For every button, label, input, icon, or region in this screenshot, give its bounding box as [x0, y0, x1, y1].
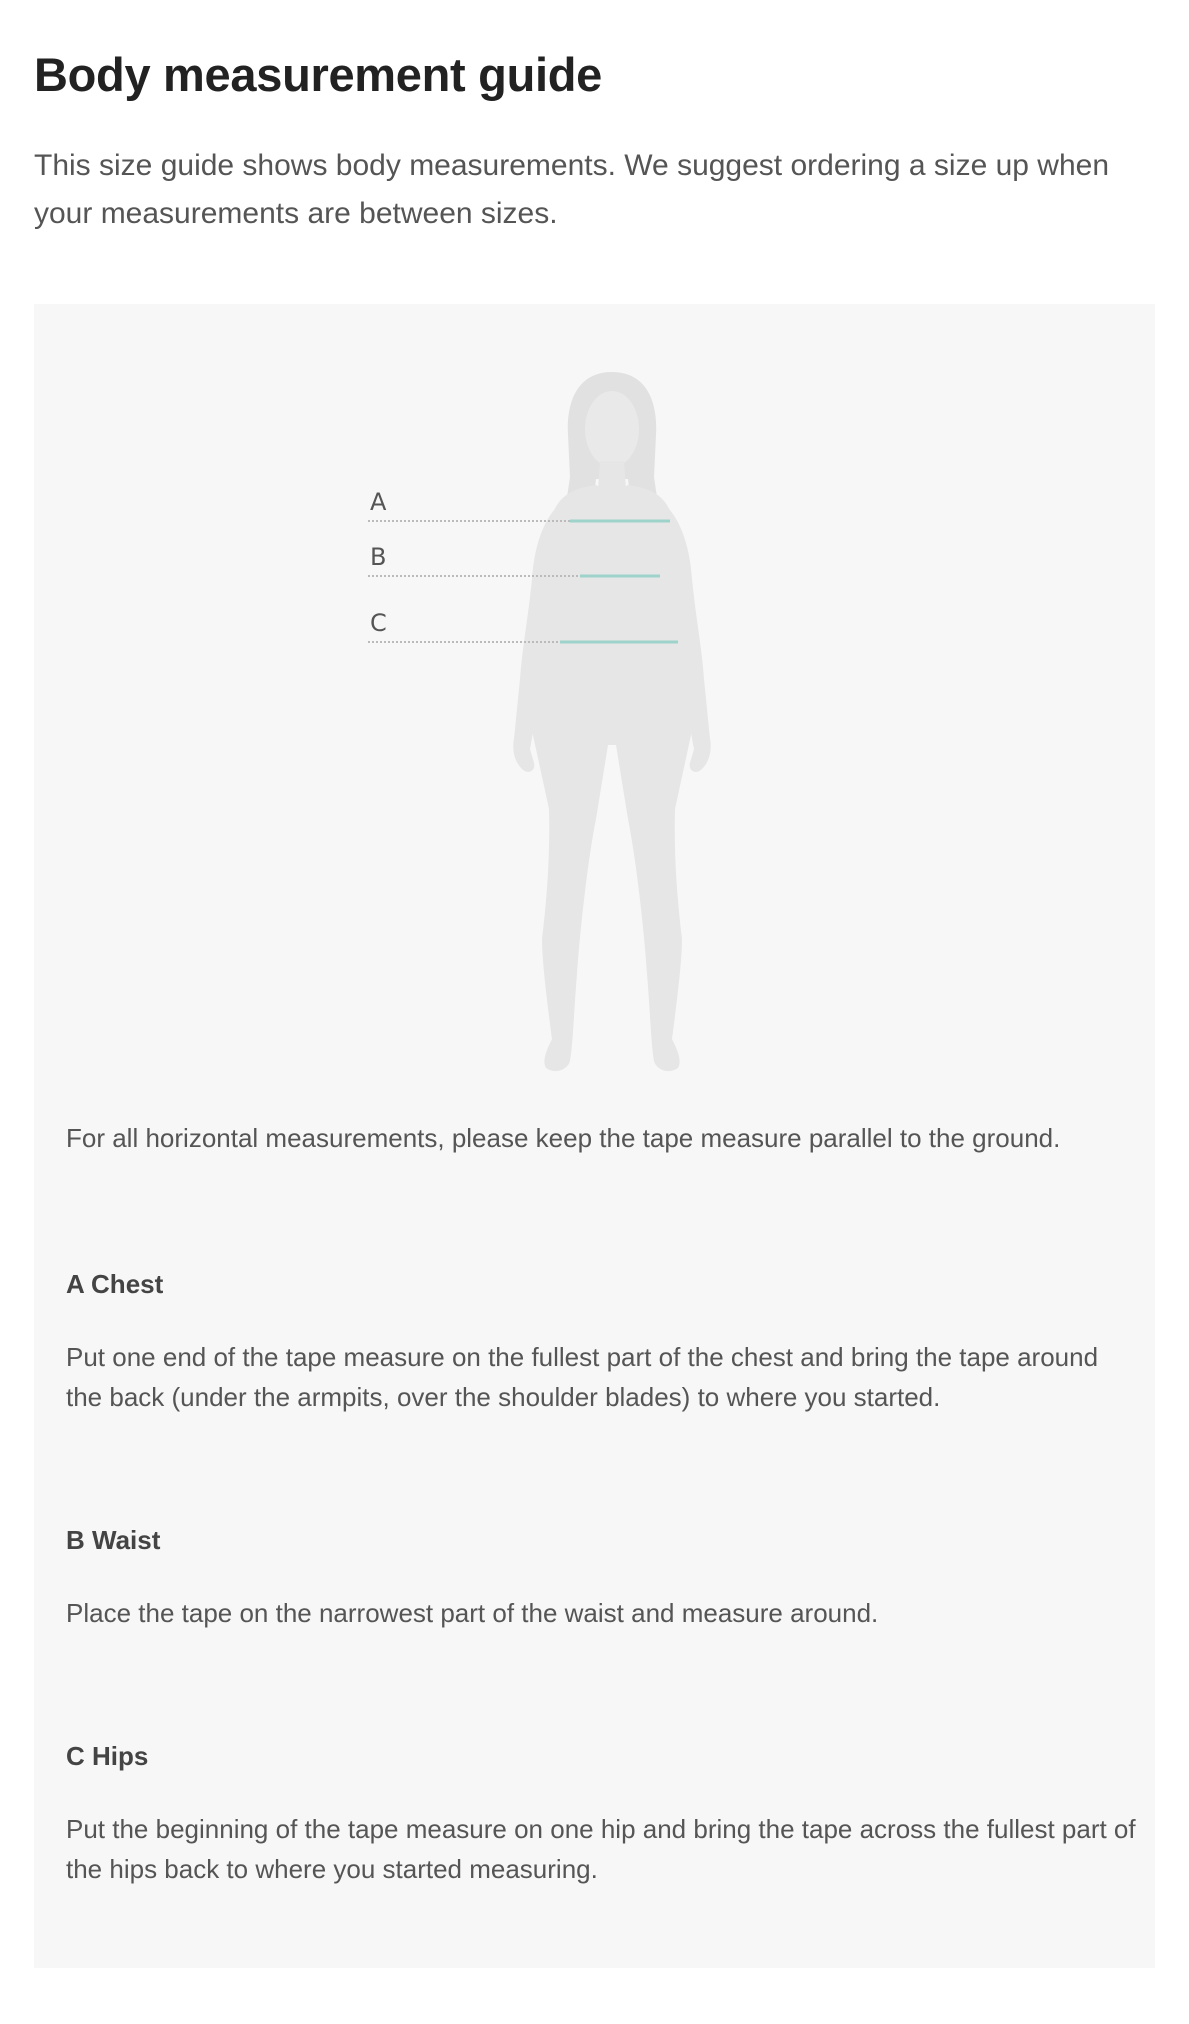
body-figure — [370, 349, 794, 1089]
marker-a-label: A — [370, 488, 387, 516]
body-silhouette-illustration — [370, 349, 794, 1089]
intro-text: This size guide shows body measurements. We suggest ordering a size up when your measurements are between sizes. — [34, 149, 1110, 230]
page-title: Body measurement guide — [34, 48, 602, 101]
hips-description: Put the beginning of the tape measure on one hip and bring the tape across the fullest part of the hips back to where you started measuring. — [66, 1814, 1136, 1884]
measurement-panel — [34, 304, 1155, 1968]
head-shape — [585, 391, 639, 467]
chest-description: Put one end of the tape measure on the fullest part of the chest and bring the tape around the back (under the armpits, over the shoulder blades) to where you started. — [66, 1342, 1099, 1412]
marker-c-label: C — [370, 609, 387, 637]
chest-heading: A Chest — [66, 1269, 164, 1299]
horizontal-measurement-note: For all horizontal measurements, please keep the tape measure parallel to the ground. — [66, 1123, 1061, 1153]
neck-shape — [598, 461, 626, 489]
hips-heading: C Hips — [66, 1741, 149, 1771]
waist-heading: B Waist — [66, 1525, 161, 1555]
waist-description: Place the tape on the narrowest part of the waist and measure around. — [66, 1598, 879, 1628]
marker-b-label: B — [370, 543, 387, 571]
